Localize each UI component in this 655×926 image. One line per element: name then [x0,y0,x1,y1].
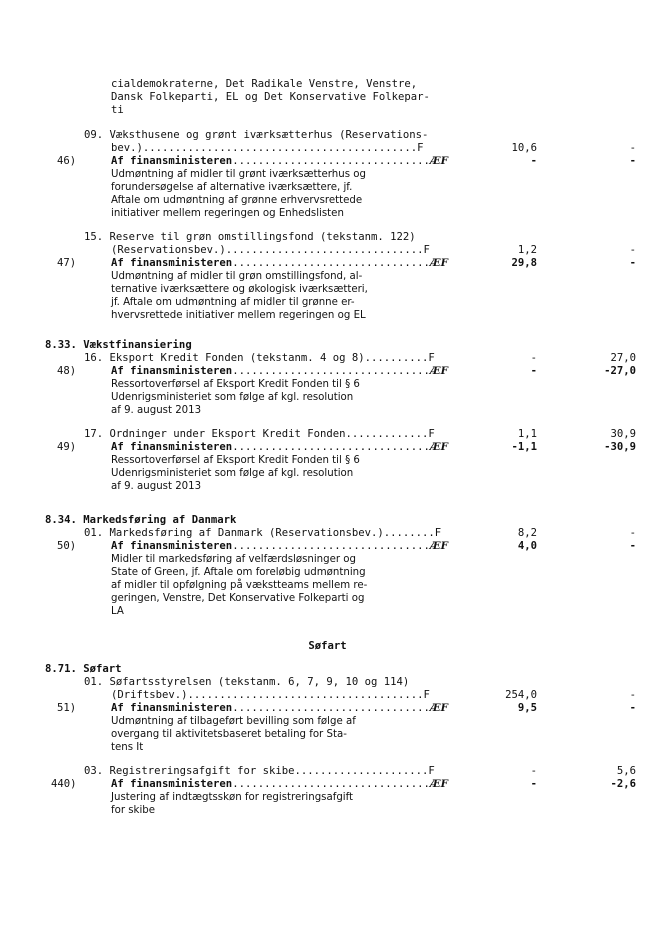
mark-aef: ÆF [429,702,449,714]
entry-description: af midler til opfølgning på vækstteams mellem re- [111,580,368,591]
chapter-heading: Søfart [308,640,347,652]
entry-number: 47) [57,257,77,269]
entry-description: State of Green, jf. Aftale om foreløbig udmøntning [111,567,366,578]
mark-f: F [423,689,430,701]
value-col1-change: 4,0 [517,540,537,552]
entry-description: for skibe [111,805,156,816]
value-col2: - [629,142,636,154]
entry-description: Ressortoverførsel af Eksport Kredit Fonden til § 6 [111,455,360,466]
value-col2-change: - [629,702,636,714]
entry-title-line: 01. Markedsføring af Danmark (Reservationsbev.)........F [84,527,442,539]
entry-description: af 9. august 2013 [111,481,202,492]
intro-line-1: cialdemokraterne, Det Radikale Venstre, Venstre, [111,78,418,90]
entry-description: Udenrigsministeriet som følge af kgl. resolution [111,392,354,403]
value-col1: 8,2 [517,527,537,539]
value-col1-change: 29,8 [511,257,537,269]
entry-title-line: 16. Eksport Kredit Fonden (tekstanm. 4 og 8)..........F [84,352,435,364]
value-col2-change: - [629,257,636,269]
entry-number: 51) [57,702,77,714]
value-col2-change: - [629,540,636,552]
section-heading: 8.34. Markedsføring af Danmark [45,514,237,526]
entry-title-line: 01. Søfartsstyrelsen (tekstanm. 6, 7, 9, 10 og 114) [84,676,410,688]
entry-title-line: 03. Registreringsafgift for skibe.....................F [84,765,435,777]
value-col2: 27,0 [610,352,636,364]
value-col1: 254,0 [505,689,537,701]
value-col1-change: - [530,778,537,790]
entry-number: 440) [51,778,77,790]
value-col2: - [629,244,636,256]
entry-description: Justering af indtægtsskøn for registreringsafgift [111,792,354,803]
entry-description: Udmøntning af tilbageført bevilling som følge af [111,716,356,727]
entry-description: overgang til aktivitetsbaseret betaling for Sta- [111,729,347,740]
value-col1-change: -1,1 [511,441,537,453]
value-col2-change: -27,0 [604,365,636,377]
mark-aef: ÆF [429,365,449,377]
value-col1: - [530,352,537,364]
entry-title-line: bev.)...........................................F [111,142,424,154]
entry-title-line: 09. Væksthusene og grønt iværksætterhus (Reservations- [84,129,429,141]
mark-aef: ÆF [429,441,449,453]
value-col1: - [530,765,537,777]
entry-description: Udmøntning af midler til grøn omstillingsfond, al- [111,271,363,282]
entry-description: initiativer mellem regeringen og Enhedslisten [111,208,344,219]
section-heading: 8.33. Vækstfinansiering [45,339,192,351]
intro-line-3: ti [111,104,124,116]
fin-line: Af finansministeren...............................ÆF [111,257,449,269]
entry-title-line: (Driftsbev.).....................................F [111,689,430,701]
mark-f: F [428,428,435,440]
entry-title-line: 15. Reserve til grøn omstillingsfond (tekstanm. 122) [84,231,416,243]
entry-number: 49) [57,441,77,453]
value-col1-change: - [530,155,537,167]
mark-f: F [417,142,424,154]
value-col1: 1,1 [517,428,537,440]
fin-line: Af finansministeren...............................ÆF [111,441,449,453]
value-col2-change: -30,9 [604,441,636,453]
value-col2: 5,6 [616,765,636,777]
entry-description: af 9. august 2013 [111,405,202,416]
entry-description: LA [111,606,124,617]
mark-f: F [428,765,435,777]
mark-aef: ÆF [429,540,449,552]
section-heading: 8.71. Søfart [45,663,122,675]
mark-aef: ÆF [429,155,449,167]
value-col2: - [629,689,636,701]
entry-description: Udmøntning af midler til grønt iværksætterhus og [111,169,366,180]
intro-line-2: Dansk Folkeparti, EL og Det Konservative Folkepar- [111,91,430,103]
entry-number: 48) [57,365,77,377]
entry-description: ternative iværksættere og økologisk iværksætteri, [111,284,368,295]
entry-description: forundersøgelse af alternative iværksættere, jf. [111,182,353,193]
entry-title-line: 17. Ordninger under Eksport Kredit Fonden.............F [84,428,435,440]
fin-line: Af finansministeren...............................ÆF [111,540,449,552]
fin-line: Af finansministeren...............................ÆF [111,365,449,377]
entry-description: Udenrigsministeriet som følge af kgl. resolution [111,468,354,479]
mark-f: F [423,244,430,256]
entry-description: Ressortoverførsel af Eksport Kredit Fonden til § 6 [111,379,360,390]
entry-description: geringen, Venstre, Det Konservative Folkeparti og [111,593,365,604]
value-col2: - [629,527,636,539]
value-col2-change: - [629,155,636,167]
entry-description: hvervsrettede initiativer mellem regeringen og EL [111,310,366,321]
value-col1: 10,6 [511,142,537,154]
entry-number: 50) [57,540,77,552]
entry-description: jf. Aftale om udmøntning af midler til grønne er- [111,297,355,308]
value-col1-change: 9,5 [517,702,537,714]
entry-title-line: (Reservationsbev.)...............................F [111,244,430,256]
value-col2-change: -2,6 [610,778,636,790]
value-col1-change: - [530,365,537,377]
value-col1: 1,2 [517,244,537,256]
entry-description: tens It [111,742,144,753]
mark-f: F [428,352,435,364]
fin-line: Af finansministeren...............................ÆF [111,155,449,167]
entry-description: Midler til markedsføring af velfærdsløsninger og [111,554,356,565]
mark-aef: ÆF [429,257,449,269]
fin-line: Af finansministeren...............................ÆF [111,778,449,790]
mark-aef: ÆF [429,778,449,790]
fin-line: Af finansministeren...............................ÆF [111,702,449,714]
value-col2: 30,9 [610,428,636,440]
entry-description: Aftale om udmøntning af grønne erhvervsrettede [111,195,363,206]
entry-number: 46) [57,155,77,167]
mark-f: F [434,527,442,539]
